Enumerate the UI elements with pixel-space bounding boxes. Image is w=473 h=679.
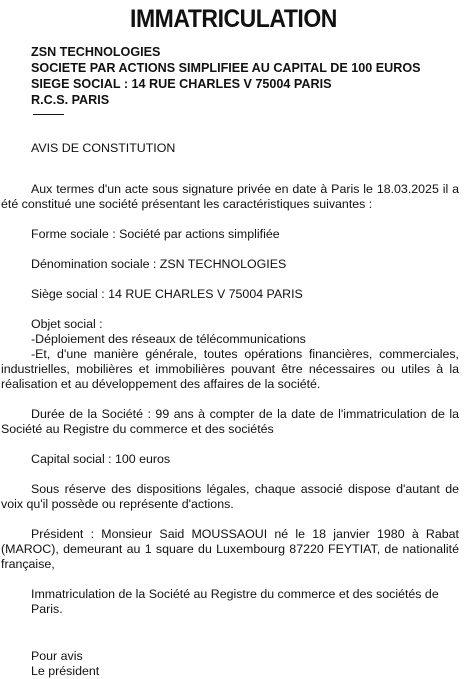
president-paragraph: Président : Monsieur Said MOUSSAOUI né le 18 janvier 1980 à Rabat (MAROC), demeurant au 1 square du Luxembourg 87220 FEYTIAT, de nationalité française, xyxy=(1,527,459,571)
denomination-sociale: Dénomination sociale : ZSN TECHNOLOGIES xyxy=(31,257,287,271)
notice-body xyxy=(0,141,467,679)
company-header xyxy=(31,44,467,108)
objet-social-label: Objet social : xyxy=(31,317,103,331)
capital-social: Capital social : 100 euros xyxy=(31,452,171,466)
duree-societe: Durée de la Société : 99 ans à compter de la date de l'immatriculation de la Société au Registre du commerce et des sociétés xyxy=(1,407,459,436)
closing-line: Pour avis xyxy=(31,649,83,663)
objet-social-item: -Et, d'une manière générale, toutes opérations financières, commerciales, industrielles, mobilières et immobilières pouvant être nécessaires ou utiles à la réalisation et au développement des affaires de la société. xyxy=(1,347,459,391)
company-rcs: R.C.S. PARIS xyxy=(31,93,110,107)
forme-sociale: Forme sociale : Société par actions simplifiée xyxy=(31,227,280,241)
legal-notice-page xyxy=(0,4,473,678)
siege-social: Siège social : 14 RUE CHARLES V 75004 PARIS xyxy=(31,287,303,301)
reserve-paragraph: Sous réserve des dispositions légales, chaque associé dispose d'autant de voix qu'il possède ou représente d'actions. xyxy=(1,482,459,511)
immatriculation-paragraph: Immatriculation de la Société au Registre du commerce et des sociétés de Paris. xyxy=(31,587,439,616)
signatory-title: Le président xyxy=(31,664,100,678)
page-title: IMMATRICULATION xyxy=(130,5,337,33)
header-divider xyxy=(33,114,64,115)
objet-social-item: -Déploiement des réseaux de télécommunications xyxy=(31,332,306,346)
notice-title: AVIS DE CONSTITUTION xyxy=(31,141,176,155)
objet-social xyxy=(1,317,459,392)
closing-signature xyxy=(31,649,467,679)
company-registered-office: SIEGE SOCIAL : 14 RUE CHARLES V 75004 PARIS xyxy=(31,77,332,91)
intro-paragraph: Aux termes d'un acte sous signature privée en date à Paris le 18.03.2025 il a été constitué une société présentant les caractéristiques suivantes : xyxy=(1,182,459,211)
company-name: ZSN TECHNOLOGIES xyxy=(31,45,161,59)
company-legal-form: SOCIETE PAR ACTIONS SIMPLIFIEE AU CAPITAL DE 100 EUROS xyxy=(31,61,421,75)
